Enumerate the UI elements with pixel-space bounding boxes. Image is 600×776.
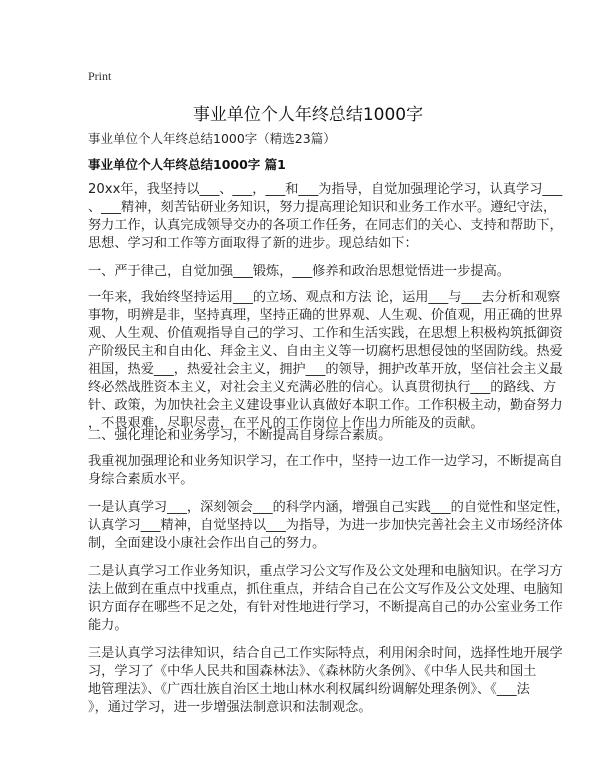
paragraph — [88, 289, 563, 433]
document-title: 事业单位个人年终总结1000字 — [192, 105, 424, 125]
paragraph-line: 我重视加强理论和业务知识学习，在工作中，坚持一边工作一边学习，不断提高自 — [88, 454, 563, 469]
paragraph — [88, 181, 563, 253]
paragraph-line: 》，通过学习，进一步增强法制意识和法制观念。 — [88, 700, 372, 715]
paragraph-line: 一、严于律己，自觉加强___锻炼，___修养和政治思想觉悟进一步提高。 — [88, 264, 510, 279]
paragraph-line: 习，学习了《中华人民共和国森林法》、《森林防火条例》、《中华人民共和国土 — [88, 664, 537, 679]
paragraph — [88, 453, 563, 489]
paragraph-line: 二、强化理论和业务学习，不断提高自身综合素质。 — [88, 428, 392, 443]
paragraph-line: 二是认真学习工作业务知识，重点学习公文写作及公文处理和电脑知识。在学习方 — [88, 564, 563, 579]
paragraph-line: 、___精神，刻苦钻研业务知识，努力提高理论知识和业务工作水平。遵纪守法， — [88, 200, 557, 215]
paragraph — [88, 427, 391, 445]
paragraph-line: 认真学习___精神，自觉坚持以___为指导，为进一步加快完善社会主义市场经济体 — [88, 518, 563, 533]
paragraph-line: ，不畏艰难，尽职尽责，在平凡的工作岗位上作出力所能及的贡献。 — [88, 416, 484, 431]
paragraph — [88, 263, 510, 281]
paragraph-line: 思想、学习和工作等方面取得了新的进步。现总结如下： — [88, 236, 418, 251]
section-heading: 事业单位个人年终总结1000字 篇1 — [88, 157, 286, 172]
paragraph-line: 法上做到在重点中找重点，抓住重点，并结合自己在公文写作及公文处理、电脑知 — [88, 582, 563, 597]
paragraph-line: 20xx年，我坚持以___、___，___和___为指导，自觉加强理论学习，认真学习___ — [88, 182, 563, 197]
paragraph-line: 制，全面建设小康社会作出自己的努力。 — [88, 536, 326, 551]
paragraph-line: 产阶级民主和自由化、拜金主义、自由主义等一切腐朽思想侵蚀的坚固防线。热爱 — [88, 344, 563, 359]
paragraph-line: 一是认真学习___，深刻领会___的科学内涵，增强自己实践___的自觉性和坚定性， — [88, 500, 570, 515]
paragraph-line: 三是认真学习法律知识，结合自己工作实际特点，利用闲余时间，选择性地开展学 — [88, 646, 563, 661]
paragraph-line: 观、人生观、价值观指导自己的学习、工作和生活实践，在思想上积极构筑抵御资 — [88, 326, 563, 341]
document-subtitle: 事业单位个人年终总结1000字（精选23篇） — [88, 131, 336, 146]
paragraph — [88, 645, 563, 717]
paragraph-line: 一年来，我始终坚持运用___的立场、观点和方法 论，运用___与___去分析和观察 — [88, 290, 561, 305]
paragraph-line: 事物，明辨是非，坚持真理，坚持正确的世界观、人生观、价值观，用正确的世界 — [88, 308, 563, 323]
print-label: Print — [88, 69, 112, 83]
paragraph-line: 针、政策，为加快社会主义建设事业认真做好本职工作。工作积极主动，勤奋努力 — [88, 398, 563, 413]
paragraph-line: 终必然战胜资本主义，对社会主义充满必胜的信心。认真贯彻执行___的路线、方 — [88, 380, 557, 395]
paragraph-line: 身综合素质水平。 — [88, 472, 194, 487]
paragraph-line: 地管理法》、《广西壮族自治区土地山林水利权属纠纷调解处理条例》、《___法 — [88, 682, 530, 697]
paragraph-line: 识方面存在哪些不足之处，有针对性地进行学习，不断提高自己的办公室业务工作 — [88, 600, 563, 615]
paragraph — [88, 563, 563, 635]
paragraph-line: 祖国，热爱___，热爱社会主义，拥护___的领导，拥护改革开放，坚信社会主义最 — [88, 362, 563, 377]
paragraph-line: 努力工作，认真完成领导交办的各项工作任务，在同志们的关心、支持和帮助下， — [88, 218, 563, 233]
paragraph — [88, 499, 569, 553]
paragraph-line: 能力。 — [88, 618, 128, 633]
